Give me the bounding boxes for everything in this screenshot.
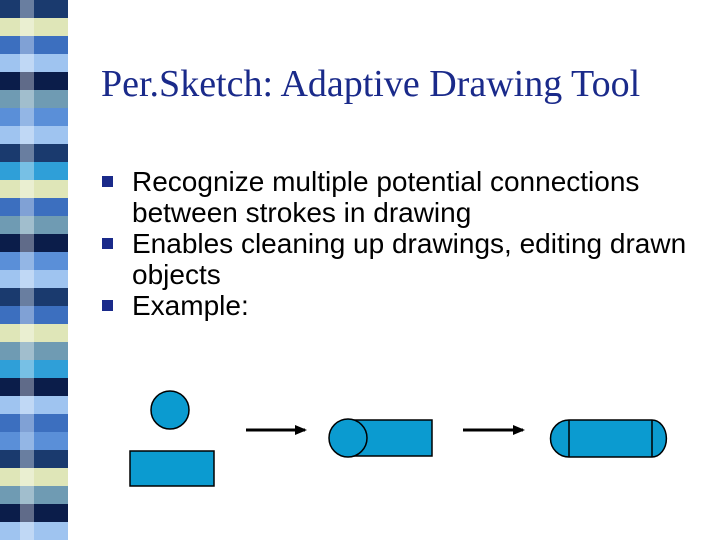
- stage3-capsule: [551, 420, 667, 457]
- stage2-circle: [329, 419, 367, 457]
- stage1-rectangle: [130, 451, 214, 486]
- bullet-text-3: Example:: [132, 290, 249, 321]
- bullet-text-2: Enables cleaning up drawings, editing drawn objects: [132, 228, 687, 290]
- bullet-text-1: Recognize multiple potential connections between strokes in drawing: [132, 166, 640, 228]
- slide-title: Per.Sketch: Adaptive Drawing Tool: [101, 63, 641, 105]
- stage1-circle: [151, 391, 189, 429]
